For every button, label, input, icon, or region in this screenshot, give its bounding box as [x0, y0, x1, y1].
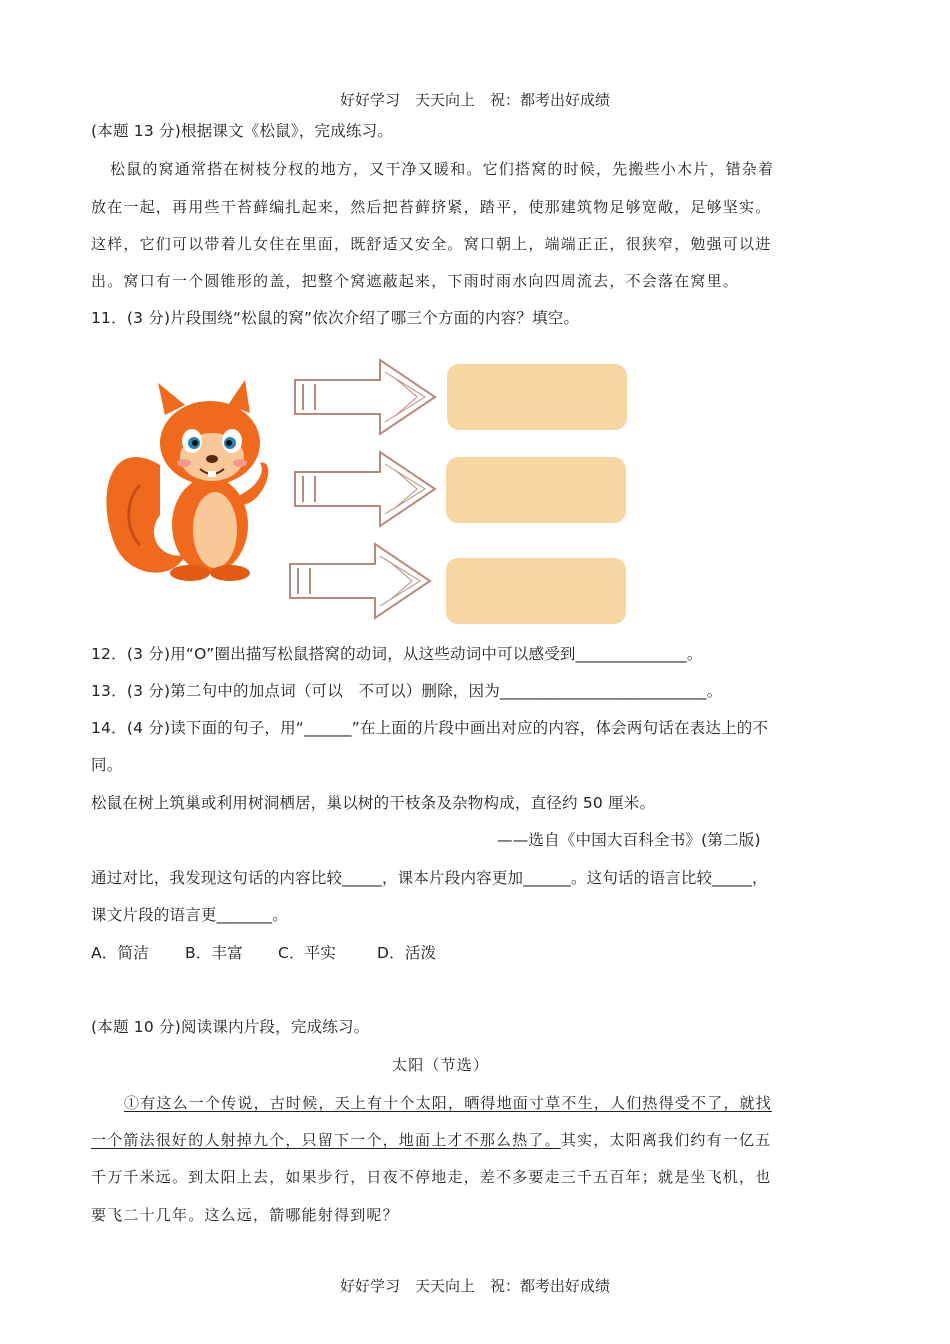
section2-intro: (本题 10 分)阅读课内片段，完成练习。	[91, 1018, 370, 1036]
option-c: C．平实	[278, 944, 337, 962]
sun-line-2	[91, 1129, 771, 1150]
option-b: B．丰富	[185, 944, 243, 962]
passage-title: 太阳（节选）	[392, 1056, 490, 1074]
compare-line-2: 课文片段的语言更_______。	[91, 906, 288, 924]
answer-box-3[interactable]	[446, 558, 626, 624]
option-a: A．简洁	[91, 944, 149, 962]
sun-line-1: ①有这么一个传说，古时候，天上有十个太阳，晒得地面寸草不生，人们热得受不了，就找	[124, 1094, 773, 1112]
arrows-illustration	[285, 352, 445, 627]
sun-line-3: 千万千米远。到太阳上去，如果步行，日夜不停地走，差不多要走三千五百年；就是坐飞机，也	[91, 1168, 772, 1186]
passage-line-4: 出。窝口有一个圆锥形的盖，把整个窝遮蔽起来，下雨时雨水向四周流去，不会落在窝里。	[91, 272, 740, 290]
question-14-line-2: 同。	[91, 756, 123, 774]
question-13: 13．(3 分)第二句中的加点词（可以 不可以）删除，因为__________________________。	[91, 682, 723, 700]
answer-box-2[interactable]	[446, 457, 626, 523]
option-d: D．活泼	[377, 944, 437, 962]
compare-line-1: 通过对比，我发现这句话的内容比较_____，课本片段内容更加______。这句话的语言比较_____，	[91, 869, 768, 887]
squirrel-illustration	[100, 375, 280, 585]
passage-line-3: 这样，它们可以带着儿女住在里面，既舒适又安全。窝口朝上，端端正正，很狭窄，勉强可以进	[91, 235, 772, 253]
passage-line-1: 松鼠的窝通常搭在树枝分杈的地方，又干净又暖和。它们搭窝的时候，先搬些小木片，错杂着	[110, 160, 775, 178]
answer-box-1[interactable]	[447, 364, 627, 430]
sun-line-2-underlined: 一个箭法很好的人射掉九个，只留下一个，地面上才不那么热了。	[91, 1131, 561, 1149]
passage-line-2: 放在一起，再用些干苔藓编扎起来，然后把苔藓挤紧，踏平，使那建筑物足够宽敞，足够坚实。	[91, 198, 772, 216]
section1-intro: (本题 13 分)根据课文《松鼠》，完成练习。	[91, 122, 394, 140]
sun-line-4: 要飞二十几年。这么远，箭哪能射得到呢？	[91, 1206, 399, 1224]
question-12: 12．(3 分)用“O”圈出描写松鼠搭窝的动词，从这些动词中可以感受到______________。	[91, 645, 703, 663]
page-footer: 好好学习 天天向上 祝：都考出好成绩	[339, 1277, 610, 1295]
question-11: 11．(3 分)片段围绕“松鼠的窝”依次介绍了哪三个方面的内容？填空。	[91, 309, 580, 327]
sun-line-2-rest: 其实，太阳离我们约有一亿五	[560, 1131, 772, 1149]
quote-sentence: 松鼠在树上筑巢或利用树洞栖居，巢以树的干枝条及杂物构成，直径约 50 厘米。	[91, 794, 656, 812]
quote-source: ——选自《中国大百科全书》(第二版)	[497, 831, 761, 849]
page-header: 好好学习 天天向上 祝：都考出好成绩	[339, 91, 610, 109]
question-14-line-1: 14．(4 分)读下面的句子，用“______”在上面的片段中画出对应的内容，体会两句话在表达上的不	[91, 719, 769, 737]
